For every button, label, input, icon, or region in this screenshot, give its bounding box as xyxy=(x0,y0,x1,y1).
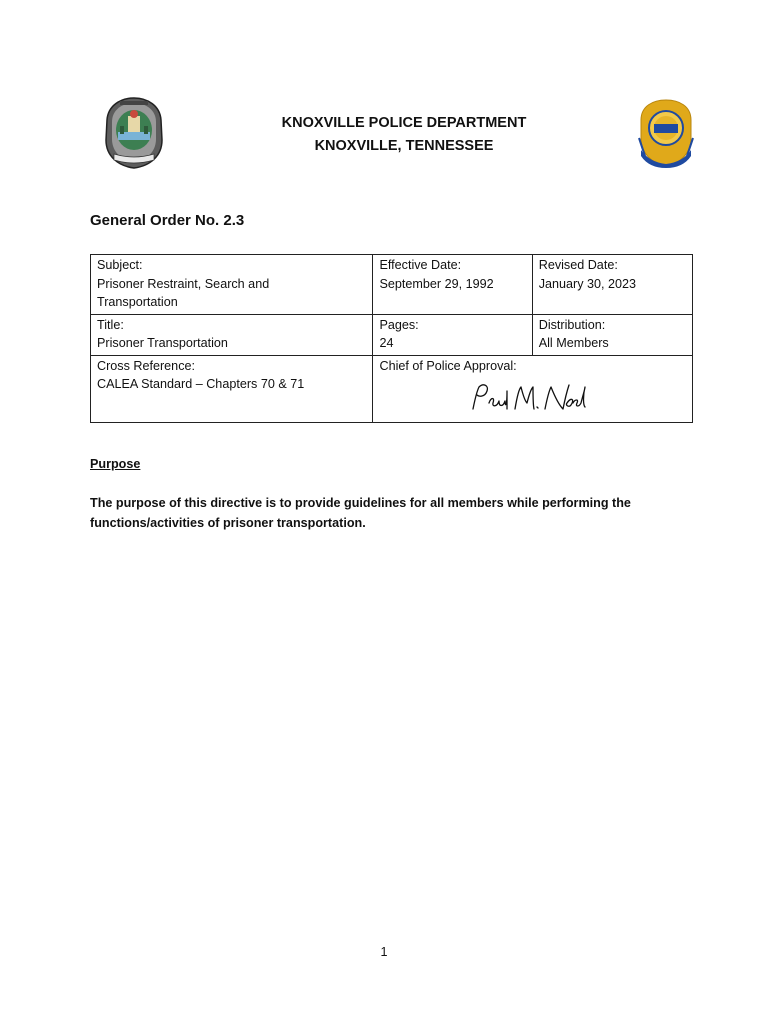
purpose-paragraph: The purpose of this directive is to provide guidelines for all members while performing the functions/activities of prisoner transportation. xyxy=(90,496,631,530)
effective-date-value: September 29, 1992 xyxy=(379,276,494,291)
department-title-block xyxy=(224,112,584,158)
distribution-label: Distribution: xyxy=(538,317,606,332)
pages-value: 24 xyxy=(379,336,394,350)
pages-label: Pages: xyxy=(379,317,419,332)
revised-date-label: Revised Date: xyxy=(538,258,618,272)
purpose-heading: Purpose xyxy=(90,457,141,471)
department-name: KNOXVILLE POLICE DEPARTMENT xyxy=(281,115,527,131)
order-info-table xyxy=(90,254,693,423)
calea-seal-icon xyxy=(637,98,695,168)
title-value: Prisoner Transportation xyxy=(97,336,228,350)
subject-value-line1: Prisoner Restraint, Search and xyxy=(97,276,270,291)
title-label: Title: xyxy=(97,317,124,332)
kpd-badge-icon xyxy=(104,96,164,170)
general-order-number: General Order No. 2.3 xyxy=(90,212,245,229)
subject-label: Subject: xyxy=(97,258,143,272)
revised-date-value: January 30, 2023 xyxy=(538,276,637,291)
subject-cell xyxy=(91,255,373,315)
table-row xyxy=(91,314,693,355)
table-row xyxy=(91,255,693,315)
approval-label: Chief of Police Approval: xyxy=(379,358,517,373)
chief-signature xyxy=(467,381,587,415)
distribution-cell xyxy=(532,314,692,355)
cross-reference-cell xyxy=(91,355,373,422)
effective-date-label: Effective Date: xyxy=(379,258,462,272)
document-header xyxy=(0,96,768,172)
title-cell xyxy=(91,314,373,355)
page-number: 1 xyxy=(380,945,388,959)
cross-reference-value: CALEA Standard – Chapters 70 & 71 xyxy=(97,377,305,391)
distribution-value: All Members xyxy=(538,336,609,350)
approval-cell xyxy=(373,355,693,422)
table-row xyxy=(91,355,693,422)
effective-date-cell xyxy=(373,255,532,315)
cross-reference-label: Cross Reference: xyxy=(97,358,195,373)
subject-value-line2: Transportation xyxy=(97,295,178,309)
department-location: KNOXVILLE, TENNESSEE xyxy=(314,138,494,154)
pages-cell xyxy=(373,314,532,355)
revised-date-cell xyxy=(532,255,692,315)
